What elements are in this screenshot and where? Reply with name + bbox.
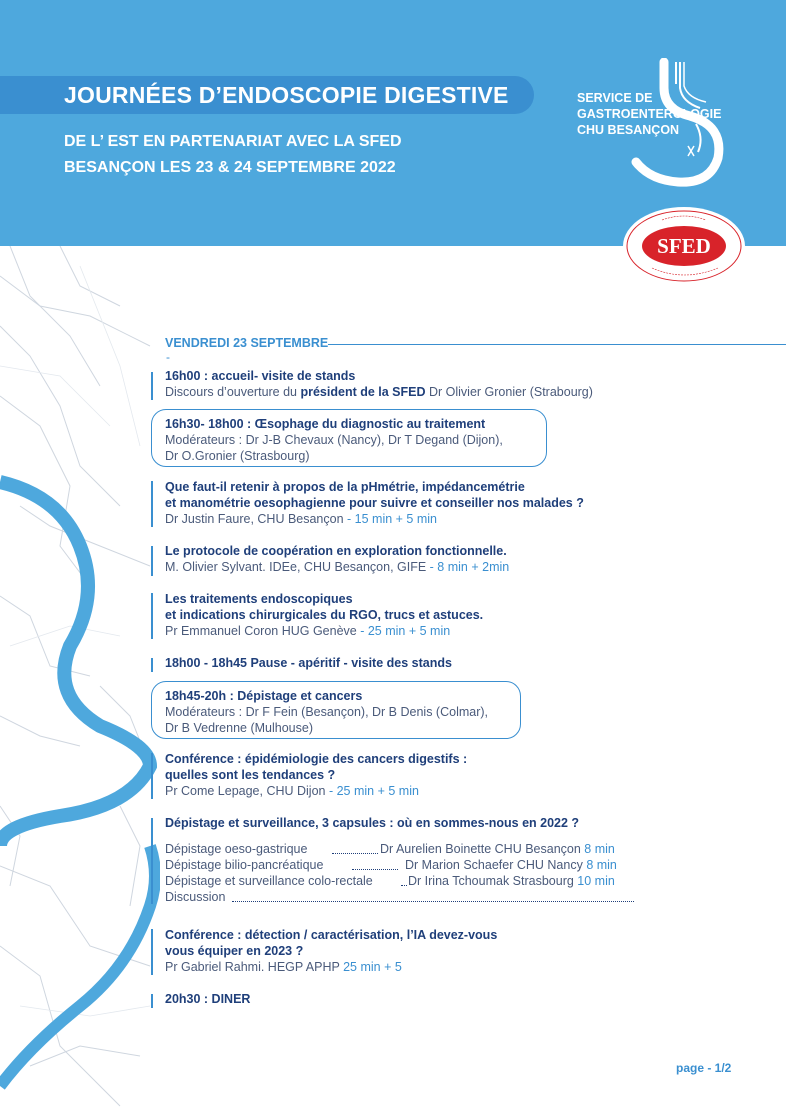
session-welcome-title: 16h00 : accueil- visite de stands <box>165 369 356 383</box>
talk-bar <box>151 658 153 672</box>
dot-leader <box>352 869 398 870</box>
dot-leader <box>332 853 378 854</box>
talk-speaker: Pr Come Lepage, CHU Dijon - 25 min + 5 min <box>165 784 419 798</box>
capsule-label: Dépistage bilio-pancréatique <box>165 858 324 872</box>
session-bar <box>151 372 153 400</box>
talk-title: et manométrie oesophagienne pour suivre et conseiller nos malades ? <box>165 496 584 510</box>
dot-leader <box>401 885 407 886</box>
service-logo-text: SERVICE DE GASTROENTEROLOGIE CHU BESANÇON <box>577 91 722 137</box>
pause-line: 18h00 - 18h45 Pause - apéritif - visite des stands <box>165 656 452 670</box>
talk-speaker: M. Olivier Sylvant. IDEe, CHU Besançon, GIFE - 8 min + 2min <box>165 560 510 574</box>
day-heading: VENDREDI 23 SEPTEMBRE <box>165 336 329 350</box>
moderators-line: Dr O.Gronier (Strasbourg) <box>165 449 310 463</box>
talk-title: Que faut-il retenir à propos de la pHmétrie, impédancemétrie <box>165 480 525 494</box>
talk-title: quelles sont les tendances ? <box>165 768 336 782</box>
capsule-label: Dépistage et surveillance colo-rectale <box>165 874 373 888</box>
sfed-logo <box>622 206 746 286</box>
opening-speech: Discours d’ouverture du président de la SFED Dr Olivier Gronier (Strabourg) <box>165 385 593 399</box>
talk-speaker: Dr Justin Faure, CHU Besançon - 15 min + 5 min <box>165 512 437 526</box>
session-oesophage-title: 16h30- 18h00 : Œsophage du diagnostic au traitement <box>165 417 486 431</box>
talk-bar <box>151 546 153 576</box>
talk-bar <box>151 818 153 904</box>
dinner-line: 20h30 : DINER <box>165 992 251 1006</box>
dot-leader <box>232 901 634 902</box>
capsule-label: Discussion <box>165 890 226 904</box>
river-map-illustration <box>0 246 160 1120</box>
capsules-title: Dépistage et surveillance, 3 capsules : où en sommes-nous en 2022 ? <box>165 816 580 830</box>
talk-title: Les traitements endoscopiques <box>165 592 353 606</box>
capsule-speaker: Dr Irina Tchoumak Strasbourg 10 min <box>408 874 615 888</box>
capsule-speaker: Dr Marion Schaefer CHU Nancy 8 min <box>405 858 617 872</box>
session-cancers-title: 18h45-20h : Dépistage et cancers <box>165 689 363 703</box>
talk-title: et indications chirurgicales du RGO, trucs et astuces. <box>165 608 484 622</box>
talk-speaker: Pr Gabriel Rahmi. HEGP APHP 25 min + 5 <box>165 960 402 974</box>
talk-bar <box>151 593 153 639</box>
moderators-line: Modérateurs : Dr F Fein (Besançon), Dr B Denis (Colmar), <box>165 705 489 719</box>
talk-title: Conférence : détection / caractérisation, l’IA devez-vous <box>165 928 498 942</box>
dash-marker: - <box>166 350 170 364</box>
subtitle-partnership: DE L’ EST EN PARTENARIAT AVEC LA SFED <box>64 133 402 150</box>
talk-title: vous équiper en 2023 ? <box>165 944 304 958</box>
talk-title: Le protocole de coopération en exploration fonctionnelle. <box>165 544 507 558</box>
moderators-line: Dr B Vedrenne (Mulhouse) <box>165 721 313 735</box>
capsule-speaker: Dr Aurelien Boinette CHU Besançon 8 min <box>380 842 615 856</box>
talk-title: Conférence : épidémiologie des cancers digestifs : <box>165 752 468 766</box>
day-divider <box>328 344 786 345</box>
svg-text:SFED: SFED <box>657 234 711 258</box>
talk-bar <box>151 994 153 1008</box>
page-number: page - 1/2 <box>676 1061 732 1075</box>
talk-bar <box>151 481 153 527</box>
moderators-line: Modérateurs : Dr J-B Chevaux (Nancy), Dr T Degand (Dijon), <box>165 433 503 447</box>
talk-bar <box>151 753 153 799</box>
capsule-label: Dépistage oeso-gastrique <box>165 842 308 856</box>
subtitle-dates: BESANÇON LES 23 & 24 SEPTEMBRE 2022 <box>64 159 396 176</box>
talk-bar <box>151 929 153 975</box>
talk-speaker: Pr Emmanuel Coron HUG Genève - 25 min + 5 min <box>165 624 451 638</box>
page-title: JOURNÉES D’ENDOSCOPIE DIGESTIVE <box>64 82 509 108</box>
